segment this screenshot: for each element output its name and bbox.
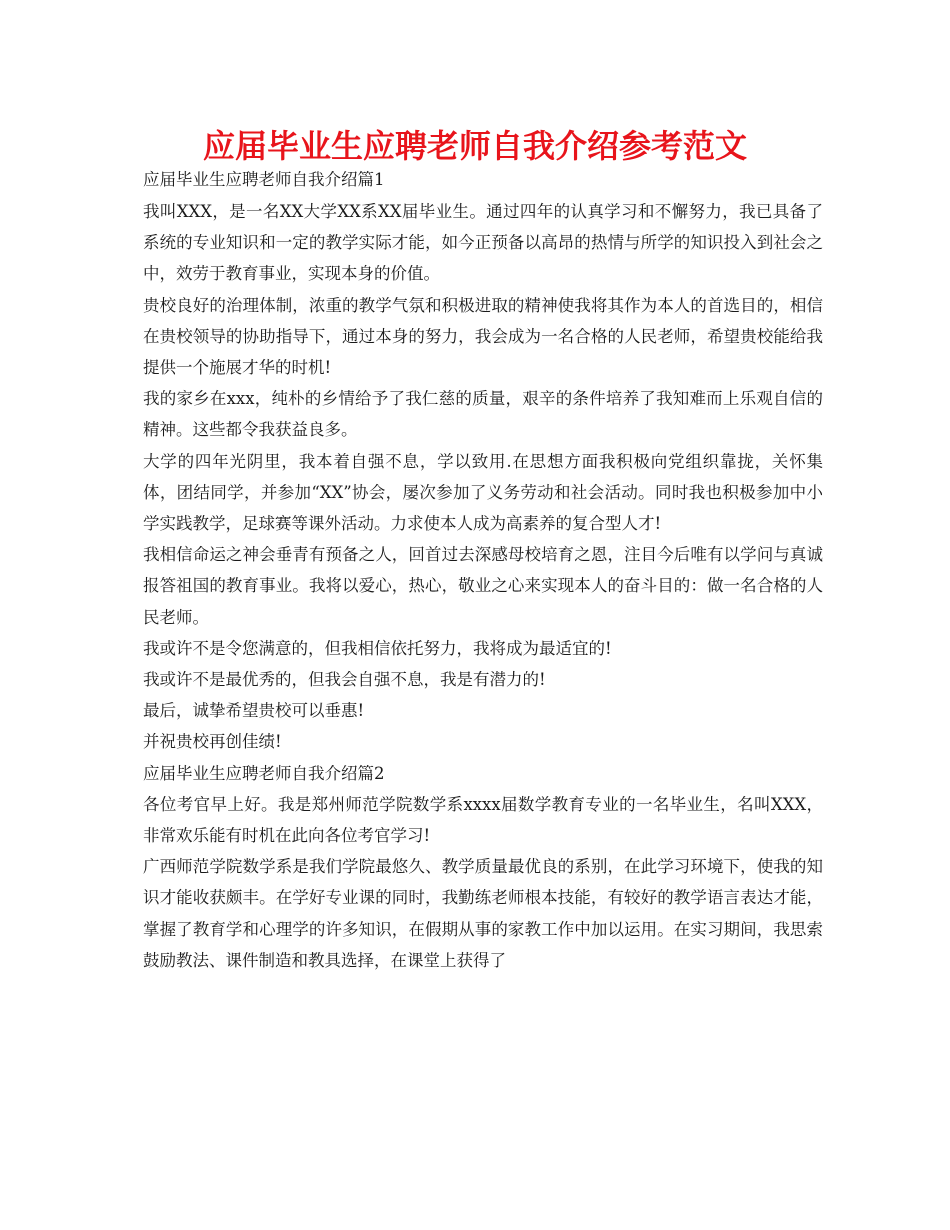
paragraph: 并祝贵校再创佳绩! [143, 732, 282, 752]
paragraph: 贵校良好的治理体制，浓重的教学气氛和积极进取的精神使我将其作为本人的首选目的，相信在贵校领导的协助指导下，通过本身的努力，我会成为一名合格的人民老师，希望贵校能给我提供一个施展才华的时机! [143, 295, 823, 378]
paragraph: 我叫XXX，是一名XX大学XX系XX届毕业生。通过四年的认真学习和不懈努力，我已具备了系统的专业知识和一定的教学实际才能，如今正预备以高昂的热情与所学的知识投入到社会之中，效劳于教育事业，实现本身的价值。 [143, 202, 823, 284]
paragraph: 我相信命运之神会垂青有预备之人，回首过去深感母校培育之恩，注目今后唯有以学问与真诚报答祖国的教育事业。我将以爱心，热心，敬业之心来实现本人的奋斗目的：做一名合格的人民老师。 [143, 545, 823, 627]
paragraph: 大学的四年光阴里，我本着自强不息，学以致用.在思想方面我积极向党组织靠拢，关怀集体，团结同学，并参加“XX”协会，屡次参加了义务劳动和社会活动。同时我也积极参加中小学实践教学，足球赛等课外活动。力求使本人成为高素养的复合型人才! [143, 451, 823, 534]
document-body [143, 168, 823, 976]
paragraph: 广西师范学院数学系是我们学院最悠久、教学质量最优良的系别，在此学习环境下，使我的知识才能收获颇丰。在学好专业课的同时，我勤练老师根本技能，有较好的教学语言表达才能，掌握了教育学和心理学的许多知识，在假期从事的家教工作中加以运用。在实习期间，我思索鼓励教法、课件制造和教具选择，在课堂上获得了 [143, 857, 823, 970]
section-heading-1: 应届毕业生应聘老师自我介绍篇1 [143, 170, 385, 189]
paragraph: 我的家乡在xxx，纯朴的乡情给予了我仁慈的质量，艰辛的条件培养了我知难而上乐观自信的精神。这些都令我获益良多。 [143, 389, 823, 440]
paragraph: 我或许不是最优秀的，但我会自强不息，我是有潜力的! [143, 670, 546, 690]
paragraph: 各位考官早上好。我是郑州师范学院数学系xxxx届数学教育专业的一名毕业生，名叫XXX，非常欢乐能有时机在此向各位考官学习! [143, 794, 823, 846]
section-heading-2: 应届毕业生应聘老师自我介绍篇2 [143, 763, 385, 783]
paragraph: 我或许不是令您满意的，但我相信依托努力，我将成为最适宜的! [143, 638, 612, 658]
document-title: 应届毕业生应聘老师自我介绍参考范文 [202, 127, 747, 165]
paragraph: 最后，诚挚希望贵校可以垂惠! [143, 701, 365, 721]
